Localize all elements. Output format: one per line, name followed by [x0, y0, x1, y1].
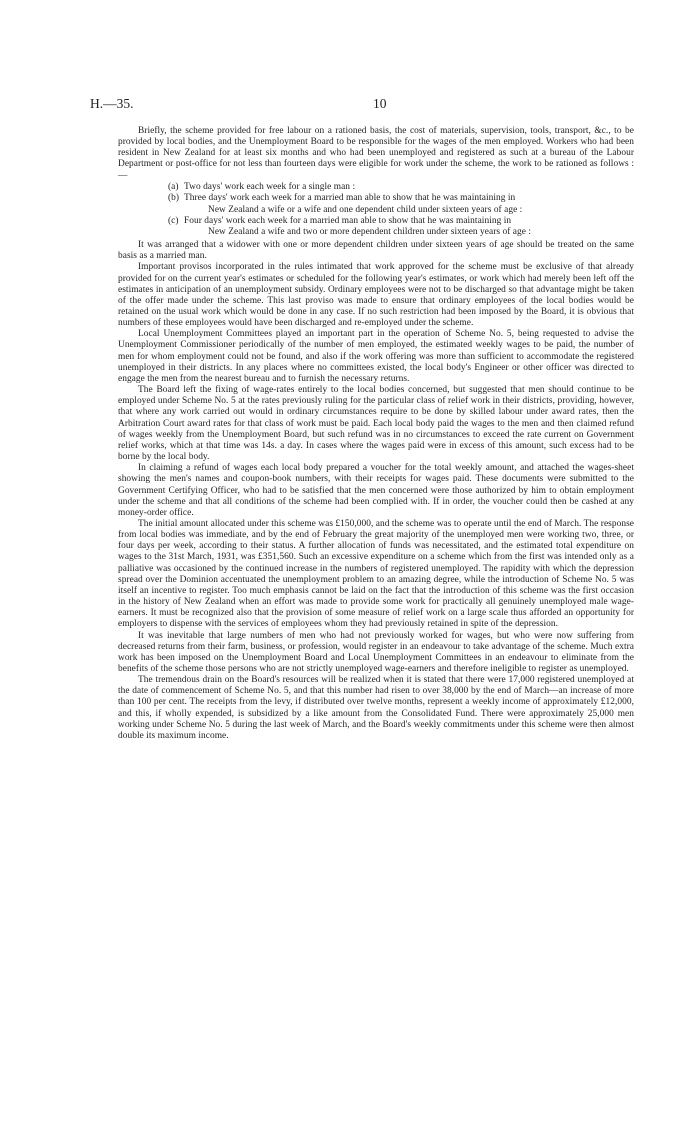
list-item-continuation: New Zealand a wife or a wife and one dependent child under sixteen years of age :	[208, 204, 523, 215]
page-number: 10	[373, 96, 387, 111]
paragraph: It was inevitable that large numbers of men who had not previously worked for wages, but who were now suffering from decreased returns from their farm, business, or profession, would register in an endeavour to take advantage of the scheme. Much extra work has been imposed on the Unemployment Board and Local Unemployment Committees in an endeavour to eliminate from the benefits of the scheme those persons who are not strictly unemployed wage-earners and therefore ineligible to register as unemployed.	[118, 630, 634, 674]
list-item-label: (a)	[168, 182, 179, 193]
list-item	[168, 193, 634, 215]
paragraph: Briefly, the scheme provided for free labour on a rationed basis, the cost of materials, supervision, tools, transport, &c., to be provided by local bodies, and the Unemployment Board to be responsible for the wages of the men employed. Workers who had been resident in New Zealand for at least six months and who had been unemployed and registered as such at a bureau of the Labour Department or post-office for not less than fourteen days were eligible for work under the scheme, the work to be rationed as follows :—	[118, 126, 634, 181]
list-item-label: (c)	[168, 215, 179, 226]
list-item-label: (b)	[168, 193, 180, 204]
paragraph: Local Unemployment Committees played an important part in the operation of Scheme No. 5, being requested to advise the Unemployment Commissioner periodically of the number of men employed, the estimated weekly wages to be paid, the number of men for whom employment could not be found, and also if the work offering was more than sufficient to accommodate the registered unemployed in their districts. In any places where no committees existed, the local body's Engineer or other officer was directed to engage the men from the nearest bureau and to furnish the necessary returns.	[118, 329, 634, 384]
paragraph: In claiming a refund of wages each local body prepared a voucher for the total weekly amount, and attached the wages-sheet showing the men's names and coupon-book numbers, with their receipts for wages paid. These documents were submitted to the Government Certifying Officer, who had to be satisfied that the men concerned were those authorized by him to obtain employment under the scheme and that all conditions of the scheme had been complied with. If in order, the voucher could then be cashed at any money-order office.	[118, 463, 634, 518]
list-item-text: Four days' work each week for a married man able to show that he was maintaining in	[184, 215, 512, 226]
paragraph: Important provisos incorporated in the rules intimated that work approved for the scheme must be exclusive of that already provided for on the current year's estimates or scheduled for the following year's estimates, or work which had merely been left off the estimates in anticipation of an unemployment subsidy. Ordinary employees were not to be discharged so that advantage might be taken of the offer made under the scheme. This last proviso was made to ensure that ordinary employees of the local bodies would be retained on the usual work which would be done in any case. If no such restriction had been imposed by the Board, it is obvious that numbers of these employees would have been discharged and re-employed under the scheme.	[118, 262, 634, 329]
page-header	[90, 96, 630, 112]
document-reference: H.—35.	[90, 96, 134, 111]
paragraph: The tremendous drain on the Board's resources will be realized when it is stated that there were 17,000 registered unemployed at the date of commencement of Scheme No. 5, and that this number had risen to over 38,000 by the end of March—an increase of more than 100 per cent. The receipts from the levy, if distributed over twelve months, represent a weekly income of approximately £12,000, and this, if wholly expended, is subsidized by a like amount from the Consolidated Fund. There were approximately 25,000 men working under Scheme No. 5 during the last week of March, and the Board's weekly commitments under this scheme were then almost double its maximum income.	[118, 675, 634, 741]
list-item	[168, 216, 634, 238]
document-body	[118, 126, 634, 742]
list-item	[168, 182, 634, 193]
list-item-text: Two days' work each week for a single man :	[184, 182, 356, 193]
paragraph: The Board left the fixing of wage-rates entirely to the local bodies concerned, but suggested that men should continue to be employed under Scheme No. 5 at the rates previously ruling for the particular class of relief work in their districts, providing, however, that where any work carried out would in ordinary circumstances require to be done by skilled labour under award rates, then the Arbitration Court award rates for that class of work must be paid. Each local body paid the wages to the men and then claimed refund of wages weekly from the Unemployment Board, but such refund was in no circumstances to exceed the rate current on Government relief works, which at that time was 14s. a day. In cases where the wages paid were in excess of this amount, such excess had to be borne by the local body.	[118, 385, 634, 463]
ration-list	[118, 182, 634, 238]
paragraph: The initial amount allocated under this scheme was £150,000, and the scheme was to operate until the end of March. The response from local bodies was immediate, and by the end of February the great majority of the unemployed men were working two, three, or four days per week, according to their status. A further allocation of funds was necessitated, and the estimated total expenditure on wages to the 31st March, 1931, was £351,560. Such an excessive expenditure on a scheme which from the first was intended only as a palliative was occasioned by the continued increase in the numbers of registered unemployed. The rapidity with which the depression spread over the Dominion accentuated the unemployment problem to an amazing degree, while the introduction of Scheme No. 5 was itself an incentive to register. Too much emphasis cannot be laid on the fact that the introduction of this scheme was the first occasion in the history of New Zealand when an effort was made to provide some work for practically all genuinely unemployed male wage-earners. It must be recognized also that the provision of some measure of relief work on a large scale thus afforded an opportunity for employers to dispense with the services of employees whom they had previously retained in spite of the depression.	[118, 518, 634, 630]
list-item-text: Three days' work each week for a married man able to show that he was maintaining in	[184, 193, 516, 204]
paragraph: It was arranged that a widower with one or more dependent children under sixteen years of age should be treated on the same basis as a married man.	[118, 240, 634, 262]
list-item-continuation: New Zealand a wife and two or more dependent children under sixteen years of age :	[208, 226, 531, 237]
